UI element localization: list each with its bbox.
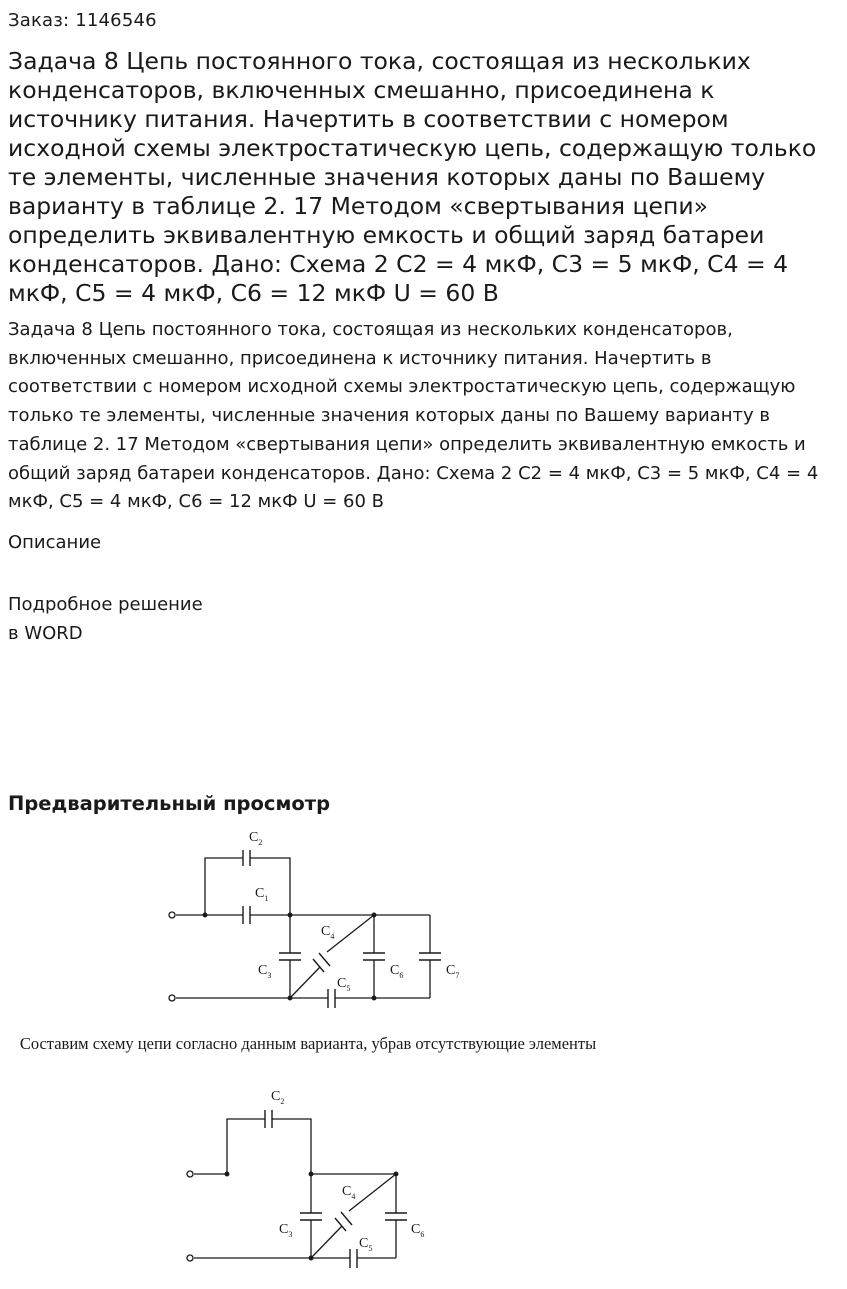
- diagram-caption: Составим схему цепи согласно данным варианта, убрав отсутствующие элементы: [19, 1034, 597, 1053]
- circuit-2-capacitors: [265, 1110, 407, 1268]
- label-c3-reduced: $C_3$: [279, 1222, 293, 1239]
- task-title: Задача 8 Цепь постоянного тока, состоящая из нескольких конденсаторов, включенных смешанно, присоединена к источнику питания. Начертить в соответствии с номером исходной схемы электростатическую цепь, содержащую только те элементы, численные значения которых даны по Вашему варианту в таблице 2. 17 Методом «свертывания цепи» определить эквивалентную емкость и общий заряд батареи конденсаторов. Дано: Схема 2 C2 = 4 мкФ, C3 = 5 мкФ, C4 = 4 мкФ, C5 = 4 мкФ, C6 = 12 мкФ U = 60 В: [8, 47, 817, 307]
- label-c6-reduced: $C_6$: [411, 1222, 425, 1239]
- label-c2-reduced: $C_2$: [271, 1089, 285, 1106]
- label-c7: $C_7$: [446, 963, 460, 980]
- label-c5: $C_5$: [337, 976, 351, 993]
- circuit-1-terminals: [169, 912, 175, 1001]
- order-number: Заказ: 1146546: [8, 10, 157, 31]
- label-c5-reduced: $C_5$: [359, 1236, 373, 1253]
- label-c4: $C_4$: [321, 924, 335, 941]
- task-text: Задача 8 Цепь постоянного тока, состоящая из нескольких конденсаторов, включенных смешанно, присоединена к источнику питания. Начертить в соответствии с номером исходной схемы электростатическую цепь, содержащую только те элементы, численные значения которых даны по Вашему варианту в таблице 2. 17 Методом «свертывания цепи» определить эквивалентную емкость и общий заряд батареи конденсаторов. Дано: Схема 2 C2 = 4 мкФ, C3 = 5 мкФ, C4 = 4 мкФ, C5 = 4 мкФ, C6 = 12 мкФ U = 60 В: [8, 319, 819, 513]
- label-c4-reduced: $C_4$: [342, 1184, 356, 1201]
- label-c2: $C_2$: [249, 830, 263, 847]
- label-c6: $C_6$: [390, 963, 404, 980]
- label-c1: $C_1$: [255, 886, 269, 903]
- description-line-2: в WORD: [8, 623, 83, 644]
- description-heading: Описание: [8, 532, 102, 553]
- circuit-2-terminals: [187, 1171, 193, 1261]
- label-c3: $C_3$: [258, 963, 272, 980]
- preview-heading: Предварительный просмотр: [8, 792, 331, 815]
- description-line-1: Подробное решение: [8, 594, 203, 615]
